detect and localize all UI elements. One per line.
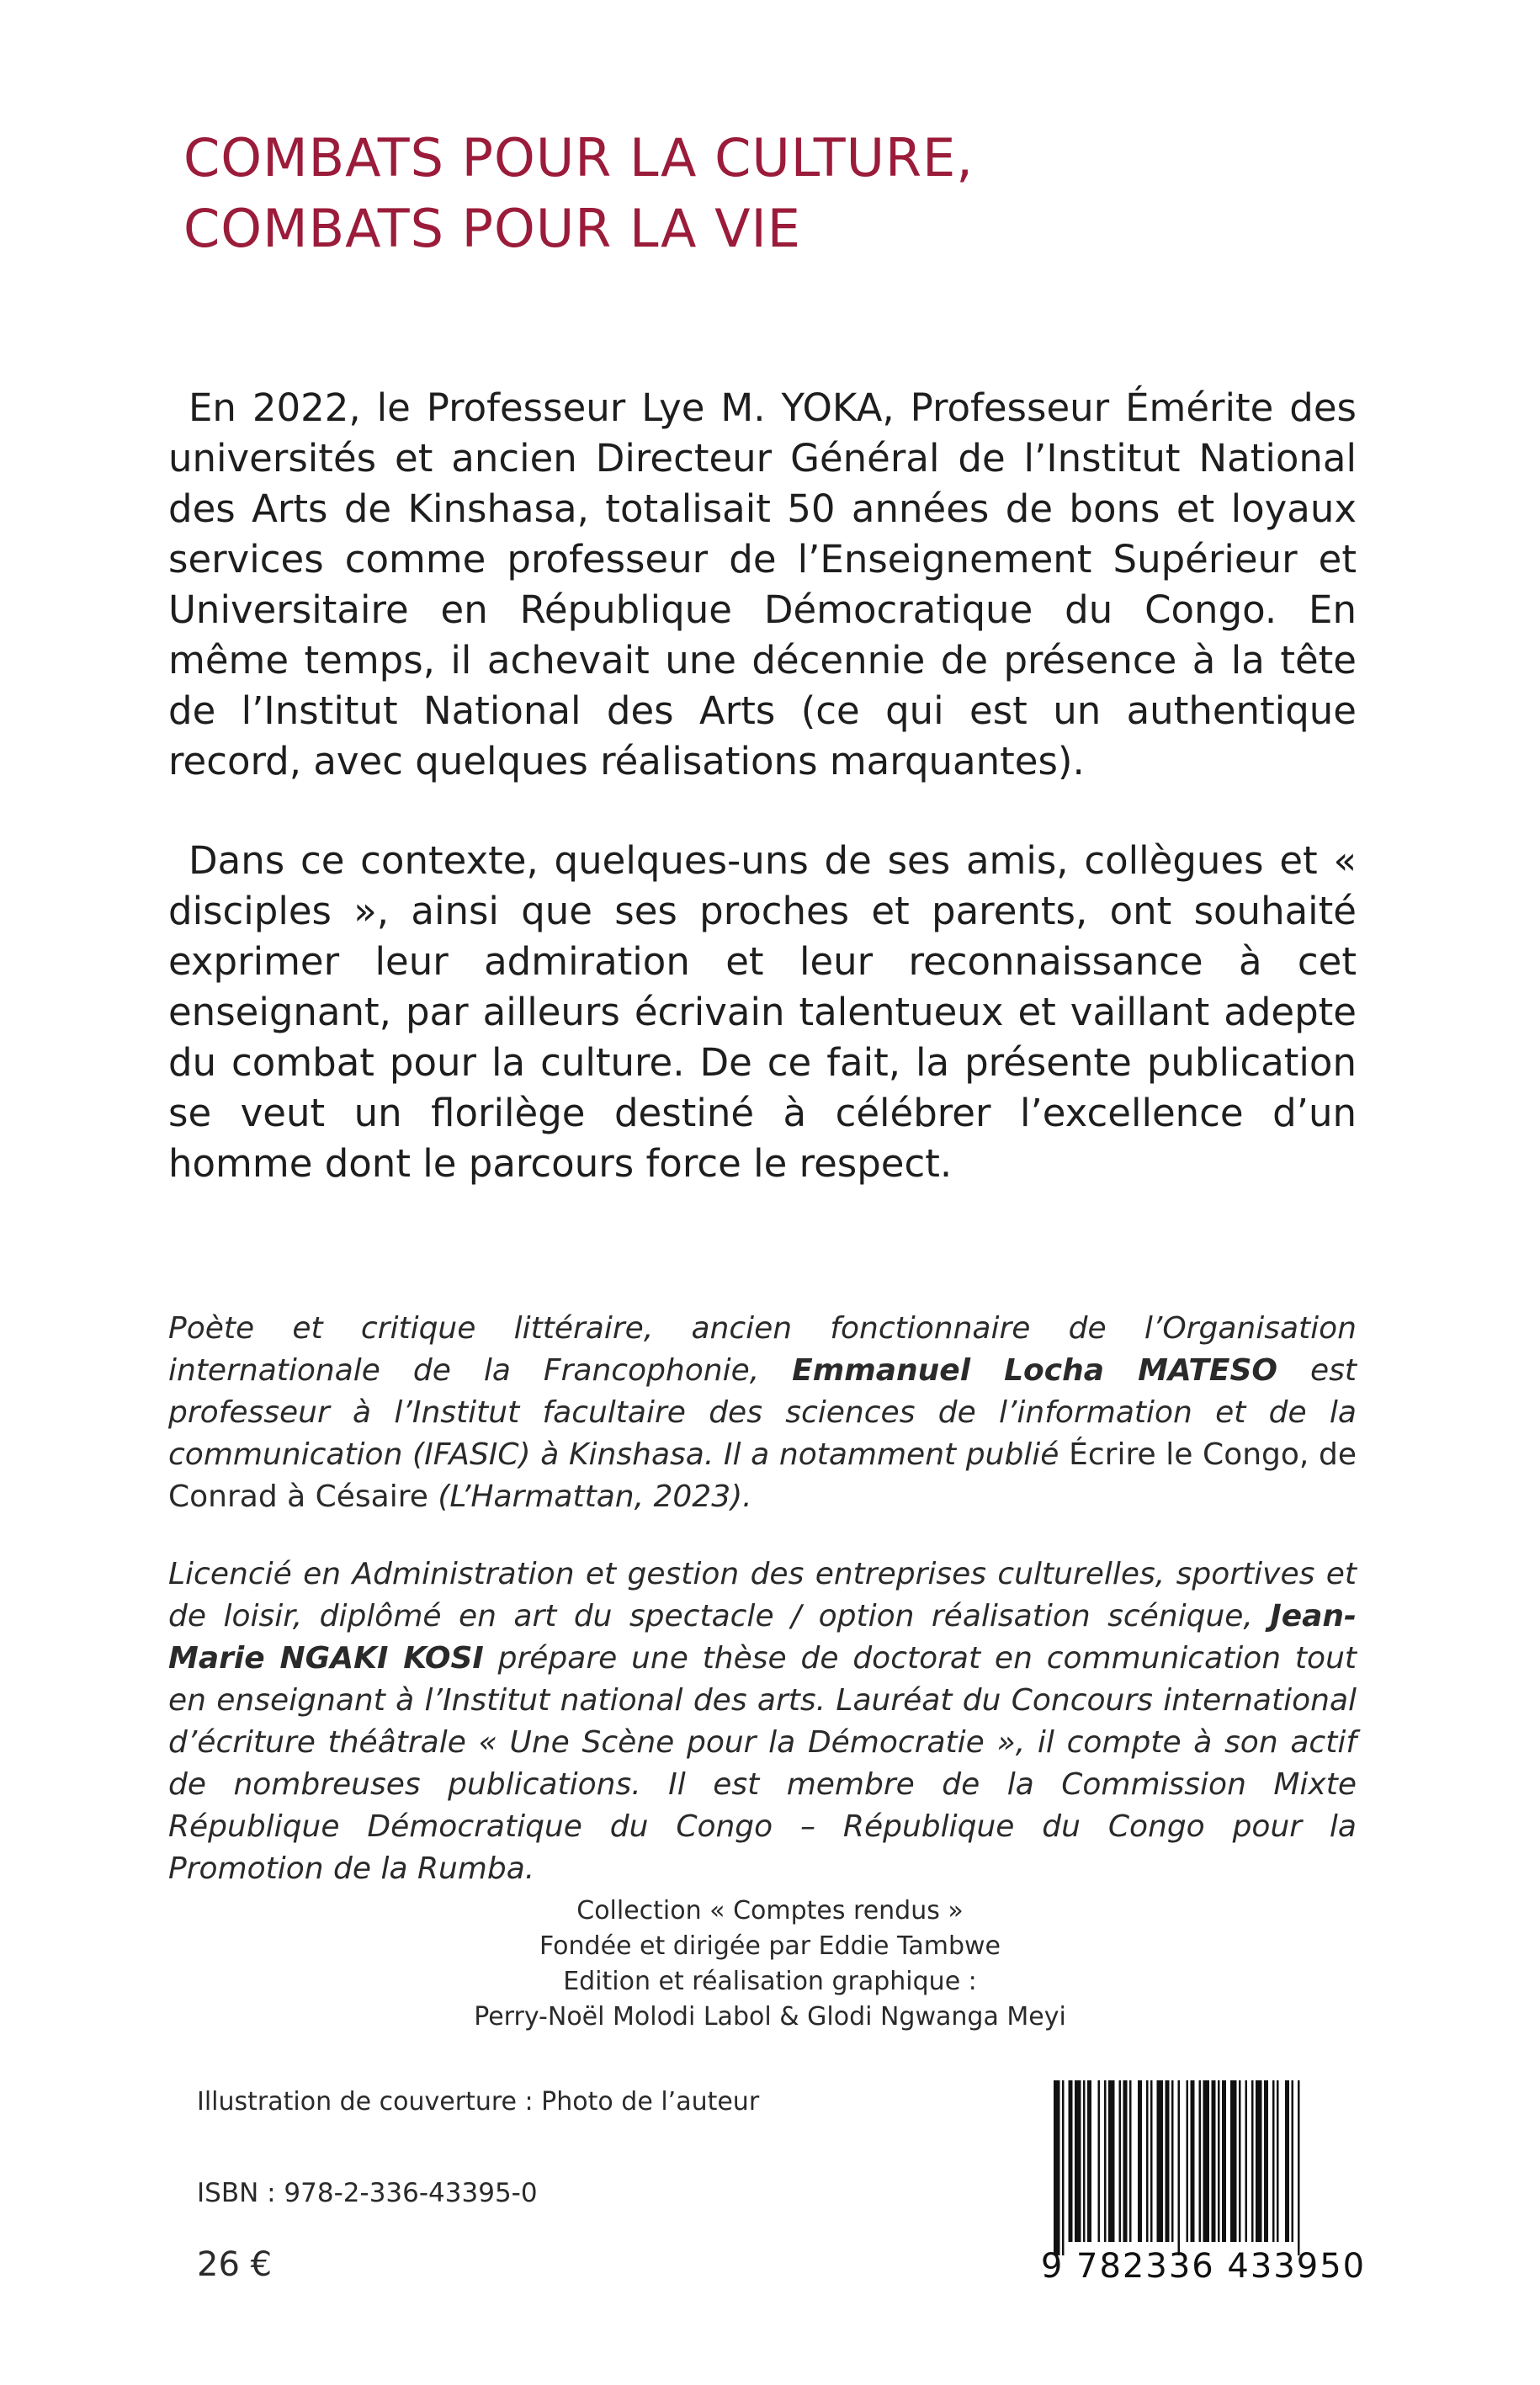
- barcode-bar: [1119, 2080, 1122, 2242]
- barcode-bar: [1272, 2080, 1275, 2242]
- summary-paragraph-1: En 2022, le Professeur Lye M. YOKA, Professeur Émérite des universités et ancien Directeur Général de l’Institut National des Arts de Kinshasa, totalisait 50 années de bons et loyaux services comme professeur de l’Enseignement Supérieur et Universitaire en République Démocratique du Congo. En même temps, il achevait une décennie de présence à la tête de l’Institut National des Arts (ce qui est un authentique record, avec quelques réalisations marquantes).: [168, 385, 1357, 783]
- title-line-2: COMBATS POUR LA VIE: [183, 198, 801, 259]
- barcode: [1050, 2080, 1370, 2257]
- isbn: ISBN : 978-2-336-43395-0: [197, 2178, 538, 2208]
- barcode-bar: [1171, 2080, 1174, 2242]
- barcode-bar: [1178, 2080, 1181, 2255]
- barcode-bar: [1150, 2080, 1153, 2242]
- author-bio-2: [168, 1554, 1357, 1890]
- barcode-bar: [1187, 2080, 1189, 2242]
- barcode-bar: [1191, 2080, 1195, 2242]
- barcode-bar: [1083, 2080, 1086, 2242]
- barcode-bar: [1146, 2080, 1149, 2242]
- bio2-text-start: Licencié en Administration et gestion des entreprises culturelles, sportives et de loisir, diplômé en art du spectacle / option réalisation scénique,: [168, 1557, 1357, 1633]
- bio1-text-middle: est professeur à l’Institut facultaire des sciences de l’information et de la communication (IFASIC) à Kinshasa. Il a notamment publié: [168, 1353, 1357, 1472]
- barcode-bar: [1138, 2080, 1142, 2242]
- price: 26 €: [197, 2245, 273, 2284]
- author-name-ngaki-kosi: Jean-Marie NGAKI KOSI: [168, 1599, 1357, 1676]
- barcode-bar: [1098, 2080, 1101, 2242]
- barcode-bar: [1277, 2080, 1279, 2242]
- barcode-bars: [1050, 2080, 1370, 2257]
- edition-label: Edition et réalisation graphique :: [563, 1967, 977, 1996]
- graphic-designers: Perry-Noël Molodi Labol & Glodi Ngwanga Meyi: [474, 2002, 1066, 2032]
- title-line-1: COMBATS POUR LA CULTURE,: [183, 127, 974, 189]
- bio1-text-end: (L’Harmattan, 2023).: [427, 1479, 752, 1514]
- barcode-bar: [1245, 2080, 1248, 2242]
- barcode-bar: [1199, 2080, 1202, 2242]
- barcode-bar: [1087, 2080, 1091, 2242]
- barcode-bar: [1203, 2080, 1210, 2242]
- barcode-bar: [1292, 2080, 1294, 2242]
- cover-illustration-credit: Illustration de couverture : Photo de l’auteur: [197, 2087, 760, 2117]
- barcode-bar: [1069, 2080, 1073, 2242]
- summary-paragraph-2: Dans ce contexte, quelques-uns de ses amis, collègues et « disciples », ainsi que ses proches et parents, ont souhaité exprimer leur admiration et leur reconnaissance à cet enseignant, par ailleurs écrivain talentueux et vaillant adepte du combat pour la culture. De ce fait, la présente publication se veut un florilège destiné à célébrer l’excellence d’un homme dont le parcours force le respect.: [168, 838, 1357, 1186]
- bio1-text-start: Poète et critique littéraire, ancien fonctionnaire de l’Organisation internationale de la Francophonie,: [168, 1311, 1357, 1388]
- barcode-bar: [1222, 2080, 1226, 2242]
- barcode-bar: [1218, 2080, 1220, 2242]
- barcode-bar: [1264, 2080, 1268, 2242]
- barcode-bar: [1157, 2080, 1164, 2242]
- author-name-mateso: Emmanuel Locha MATESO: [792, 1353, 1278, 1388]
- barcode-bar: [1285, 2080, 1289, 2242]
- colophon: [0, 1894, 1540, 2035]
- barcode-bar: [1129, 2080, 1132, 2242]
- book-title: [183, 123, 1362, 264]
- barcode-bar: [1256, 2080, 1262, 2242]
- barcode-bar: [1062, 2080, 1065, 2255]
- bio2-text-end: prépare une thèse de doctorat en communication tout en enseignant à l’Institut national des arts. Lauréat du Concours international d’écriture théâtrale « Une Scène pour la Démocratie », il compte à son actif de nombreuses publications. Il est membre de la Commission Mixte République Démocratique du Congo – République du Congo pour la Promotion de la Rumba.: [168, 1641, 1357, 1886]
- barcode-bar: [1054, 2080, 1060, 2255]
- collection-founder: Fondée et dirigée par Eddie Tambwe: [539, 1931, 1001, 1961]
- barcode-bar: [1108, 2080, 1115, 2242]
- barcode-bar: [1123, 2080, 1128, 2242]
- book-reference: Écrire le Congo, de Conrad à Césaire: [168, 1437, 1357, 1514]
- author-bio-1: [168, 1308, 1357, 1518]
- barcode-digits: 9 782336 433950: [1040, 2247, 1367, 2286]
- barcode-bar: [1104, 2080, 1107, 2242]
- barcode-bar: [1075, 2080, 1081, 2242]
- barcode-bar: [1230, 2080, 1237, 2242]
- barcode-bar: [1212, 2080, 1216, 2242]
- barcode-bar: [1166, 2080, 1170, 2242]
- barcode-bar: [1239, 2080, 1241, 2242]
- barcode-bar: [1251, 2080, 1254, 2242]
- barcode-bar: [1298, 2080, 1300, 2255]
- collection-name: Collection « Comptes rendus »: [576, 1896, 964, 1926]
